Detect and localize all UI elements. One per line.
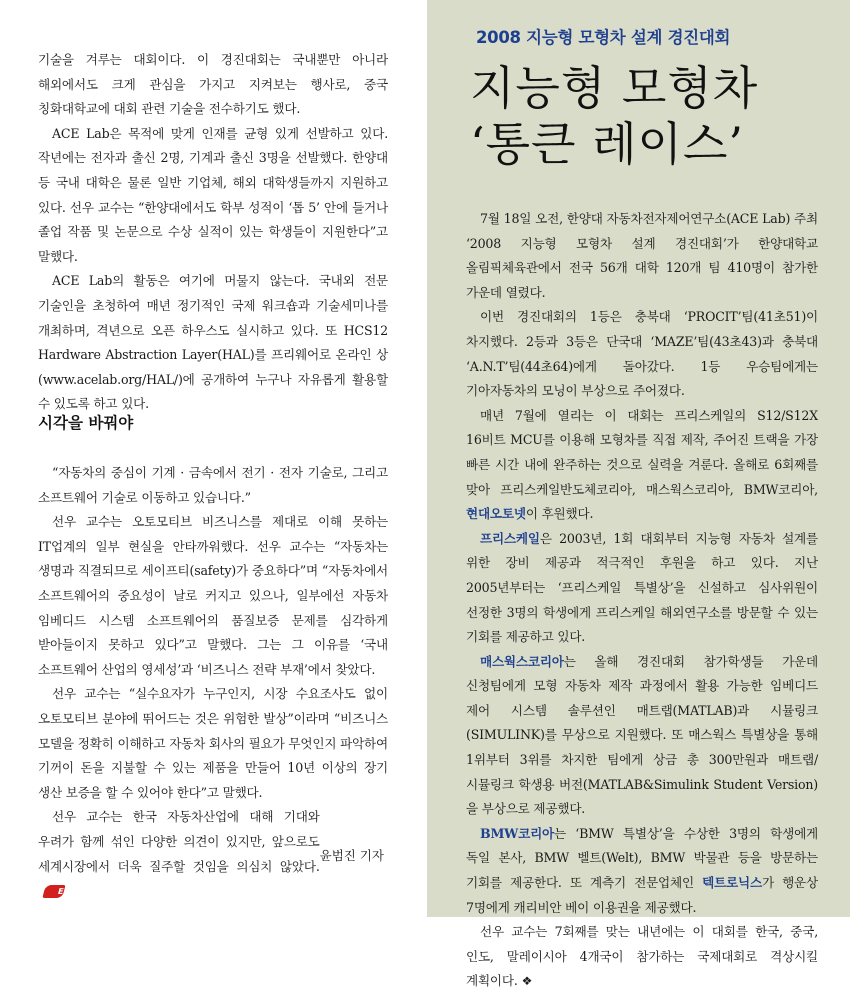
body-paragraph xyxy=(466,527,818,650)
body-paragraph xyxy=(466,650,818,822)
body-paragraph: 선우 교수는 오토모티브 비즈니스를 제대로 이해 못하는 IT업계의 일부 현실을 안타까워했다. 선우 교수는 “자동차는 생명과 직결되므로 세이프티(safety)가 중요하다”며 “자동차에서 소프트웨어의 중요성이 날로 커지고 있으나, 일부에선 자동차 임베디드 시스템 소프트웨어의 품질보증 문제를 심각하게 받아들이지 못하고 있다”고 말했다. 그는 그 이유를 ‘국내 소프트웨어 산업의 영세성’과 ‘비즈니스 전략 부재’에서 찾았다. xyxy=(38,514,388,677)
body-paragraph: ACE Lab의 활동은 여기에 머물지 않는다. 국내외 전문 기술인을 초청하여 매년 정기적인 국제 워크숍과 기술세미나를 개최하며, 격년으로 오픈 하우스도 실시하고 있다. 또 HCS12 Hardware Abstraction Layer(HAL)를 프리웨어로 온라인 상(www.acelab.org/HAL/)에 공개하여 누구나 자유롭게 활용할 수 있도록 하고 있다. xyxy=(38,273,388,412)
company-highlight: BMW코리아 xyxy=(480,825,555,841)
byline: 윤범진 기자 xyxy=(319,847,384,863)
closing-row xyxy=(38,805,388,903)
text-span: 가 행운상 7명에게 캐리비안 베이 이용권을 제공했다. xyxy=(466,875,818,915)
end-mark-icon: ❖ xyxy=(521,974,533,989)
body-paragraph xyxy=(466,822,818,920)
left-body-top xyxy=(38,48,388,417)
text-span: 은 2003년, 1회 대회부터 지능형 자동차 설계를 위한 장비 제공과 적극적인 후원을 하고 있다. 지난 2005년부터는 ‘프리스케일 특별상’을 신설하고 심사위원이 선정한 3명의 학생에게 프리스케일 해외연구소를 방문할 수 있는 기회를 제공하고 있다. xyxy=(466,530,818,645)
headline-line-1: 지능형 모형차 xyxy=(470,61,759,115)
closing-paragraph xyxy=(466,920,818,994)
body-paragraph: 7월 18일 오전, 한양대 자동차전자제어연구소(ACE Lab) 주최 ‘2008 지능형 모형차 설계 경진대회’가 한양대학교 올림픽체육관에서 전국 56개 대학 120개 팀 410명이 참가한 가운데 열렸다. xyxy=(466,211,818,300)
company-highlight: 매스웍스코리아 xyxy=(480,653,564,669)
closing-paragraph xyxy=(38,805,320,903)
headline-line-2: ‘통큰 레이스’ xyxy=(470,117,745,171)
article-kicker: 2008 지능형 모형차 설계 경진대회 xyxy=(476,28,731,47)
text-span: 선우 교수는 7회째를 맞는 내년에는 이 대회를 한국, 중국, 인도, 말레이시아 4개국이 참가하는 국제대회로 격상시킬 계획이다. xyxy=(466,924,818,989)
body-paragraph: 이번 경진대회의 1등은 충북대 ‘PROCIT’팀(41초51)이 차지했다. 2등과 3등은 단국대 ‘MAZE’팀(43초43)과 충북대 ‘A.N.T’팀(44초64)에게 돌아갔다. 1등 우승팀에게는 기아자동차의 모닝이 부상으로 주어졌다. xyxy=(466,309,818,399)
left-body-bottom xyxy=(38,461,388,904)
text-span: 는 ‘BMW 특별상’을 수상한 3명의 학생에게 독일 본사, BMW 벨트(Welt), BMW 박물관 등을 방문하는 기회를 제공한다. 또 계측기 전문업체인 xyxy=(466,825,818,891)
text-span: 매년 7월에 열리는 이 대회는 프리스케일의 S12/S12X 16비트 MCU를 이용해 모형차를 직접 제작, 주어진 트랙을 가장 빠른 시간 내에 완주하는 것으로 실력을 겨룬다. 올해로 6회째를 맞아 프리스케일반도체코리아, 매스웍스코리아, BMW코리아, xyxy=(466,407,818,497)
body-paragraph: ACE Lab은 목적에 맞게 인재를 균형 있게 선발하고 있다. 작년에는 전자과 출신 2명, 기계과 출신 3명을 선발했다. 한양대 등 국내 대학은 물론 일반 기업체, 해외 대학생들까지 지원하고 있다. 선우 교수는 “한양대에서도 학부 성적이 ‘톱 5’ 안에 들거나 졸업 작품 및 논문으로 수상 실적이 있는 학생들이 지원한다”고 말했다. xyxy=(38,125,388,264)
quote-paragraph: “자동차의 중심이 기계 · 금속에서 전기 · 전자 기술로, 그리고 소프트웨어 기술로 이동하고 있습니다.” xyxy=(38,465,388,505)
company-highlight: 현대오토넷 xyxy=(466,506,526,522)
text-span: 는 올해 경진대회 참가학생들 가운데 신청팀에게 모형 자동차 제작 과정에서 활용 가능한 임베디드 제어 시스템 솔루션인 매트랩(MATLAB)과 시뮬링크(SIMULINK)를 무상으로 지원했다. 또 매스웍스 특별상을 통해 1위부터 3위를 차지한 팀에게 상금 총 300만원과 매트랩/시뮬링크 학생용 버전(MATLAB&Simulink Student Version)을 부상으로 제공했다. xyxy=(466,653,818,817)
body-paragraph: 선우 교수는 “실수요자가 누구인지, 시장 수요조사도 없이 오토모티브 분야에 뛰어드는 것은 위험한 발상”이라며 “비즈니스 모델을 정확히 이해하고 자동차 회사의 필요가 무엇인지 파악하여 기꺼이 돈을 지불할 수 있는 제품을 만들어 10년 이상의 장기 생산 보증을 할 수 있어야 한다”고 말했다. xyxy=(38,686,388,800)
company-highlight: 프리스케일 xyxy=(480,530,540,546)
body-paragraph xyxy=(466,404,818,527)
body-paragraph: 기술을 겨루는 대회이다. 이 경진대회는 국내뿐만 아니라 해외에서도 크게 관심을 가지고 지켜보는 행사로, 중국 칭화대학교에 대회 관련 기술을 전수하기도 했다. xyxy=(38,52,388,117)
text-span: 이 후원했다. xyxy=(525,506,594,522)
left-column xyxy=(0,0,427,917)
right-body xyxy=(466,207,818,994)
section-heading: 시각을 바꿔야 xyxy=(38,414,134,432)
company-highlight: 텍트로닉스 xyxy=(702,875,762,891)
closing-text: 선우 교수는 한국 자동차산업에 대해 기대와 우려가 함께 섞인 다양한 의견이 있지만, 앞으로도 세계시장에서 더욱 질주할 것임을 의심치 않았다. xyxy=(38,809,320,874)
article-headline xyxy=(470,60,830,172)
magazine-logo-icon: Ei xyxy=(42,885,65,898)
